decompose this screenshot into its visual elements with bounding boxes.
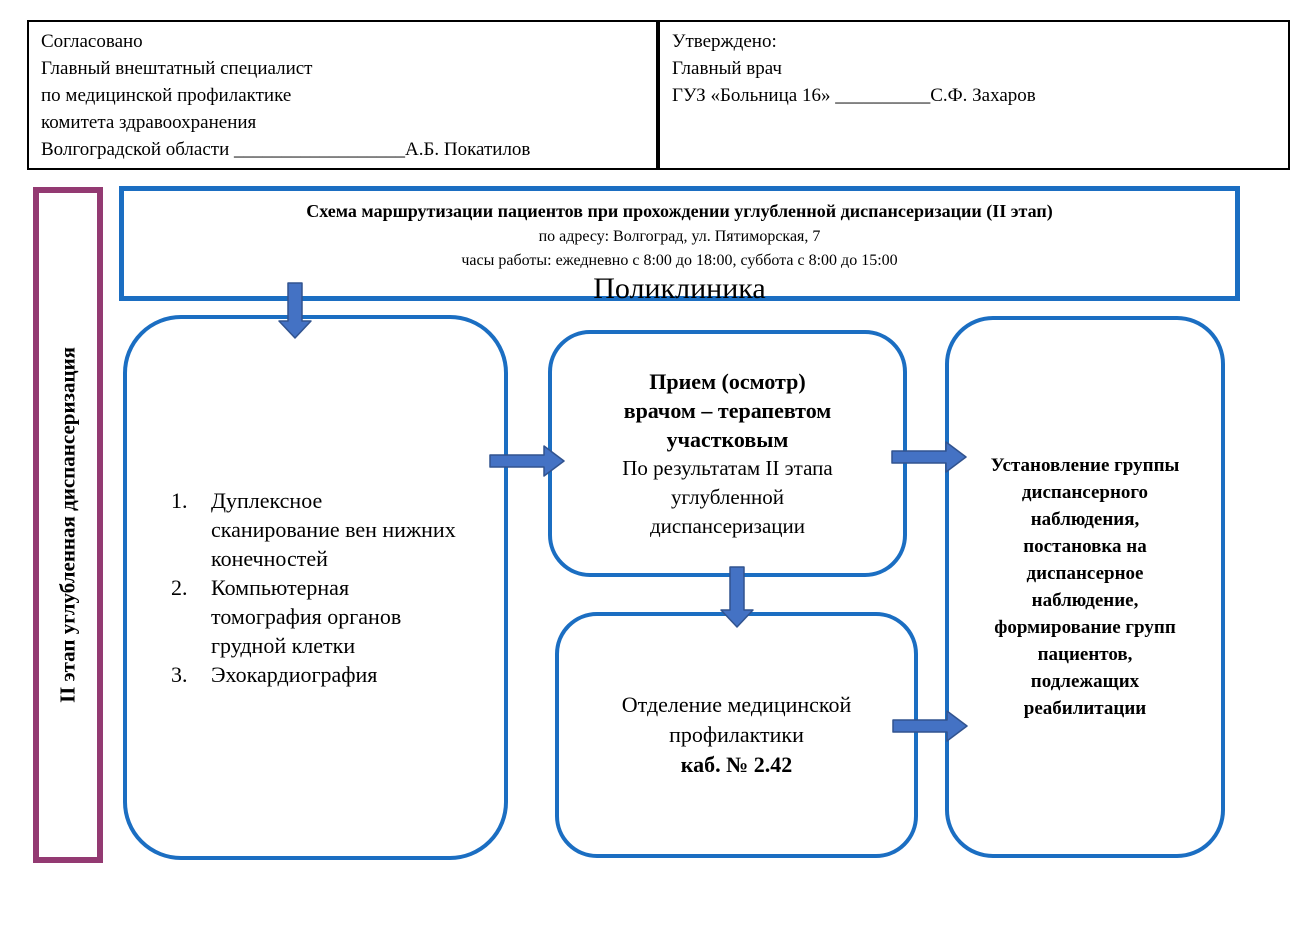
arrow-down-therapist-to-prevention-icon xyxy=(720,566,754,628)
therapist-node xyxy=(548,330,907,577)
therapist-title-line: Прием (осмотр) xyxy=(649,368,806,394)
approval-right-line: Главный врач xyxy=(672,58,782,79)
scheme-title: Схема маршрутизации пациентов при прохождении углубленной диспансеризации (II этап) xyxy=(306,201,1053,221)
prevention-cabinet: каб. № 2.42 xyxy=(680,752,793,777)
outcome-line: наблюдение, xyxy=(1031,590,1139,611)
therapist-subtitle-line: По результатам II этапа xyxy=(622,455,833,480)
prevention-line: профилактики xyxy=(669,722,804,747)
procedure-item: Дуплексное сканирование вен нижних конечностей xyxy=(211,488,456,571)
outcome-line: подлежащих xyxy=(1030,671,1140,692)
outcome-line: диспансерное xyxy=(1026,563,1144,584)
approval-right-line: Утверждено: xyxy=(672,31,777,52)
outcome-line: формирование групп xyxy=(994,617,1176,638)
scheme-address: по адресу: Волгоград, ул. Пятиморская, 7 xyxy=(538,228,821,245)
procedures-node xyxy=(123,315,508,860)
stage-label: II этап углубленная диспансеризация xyxy=(55,346,80,704)
scheme-hours: часы работы: ежедневно с 8:00 до 18:00, суббота с 8:00 до 15:00 xyxy=(461,252,898,269)
arrow-right-prevention-to-outcome-icon xyxy=(892,710,968,742)
outcome-node xyxy=(945,316,1225,858)
arrow-right-procedures-to-therapist-icon xyxy=(489,445,565,477)
outcome-line: реабилитации xyxy=(1023,698,1147,719)
therapist-subtitle-line: углубленной xyxy=(671,484,784,509)
arrow-right-therapist-to-outcome-icon xyxy=(891,441,967,473)
therapist-title-line: участковым xyxy=(666,426,789,452)
procedure-item: Компьютерная томография органов грудной клетки xyxy=(211,575,402,658)
approval-right-signature-line: ГУЗ «Больница 16» __________С.Ф. Захаров xyxy=(672,85,1036,106)
approval-left-signature-line: Волгоградской области __________________А.Б. Покатилов xyxy=(41,139,531,160)
prevention-line: Отделение медицинской xyxy=(621,692,852,717)
approval-left-line: комитета здравоохранения xyxy=(41,112,257,133)
approval-right-box xyxy=(658,20,1290,170)
therapist-subtitle-line: диспансеризации xyxy=(649,513,805,538)
therapist-title-line: врачом – терапевтом xyxy=(623,397,832,423)
outcome-line: наблюдения, xyxy=(1030,509,1140,530)
approval-left-line: по медицинской профилактике xyxy=(41,85,292,106)
arrow-down-polyclinic-to-procedures-icon xyxy=(278,282,312,339)
prevention-node xyxy=(555,612,918,858)
approval-left-box xyxy=(27,20,658,170)
approval-left-line: Главный внештатный специалист xyxy=(41,58,313,79)
approval-left-line: Согласовано xyxy=(41,31,143,52)
outcome-line: пациентов, xyxy=(1037,644,1133,665)
facility-name: Поликлиника xyxy=(593,272,766,305)
procedure-item: Эхокардиография xyxy=(211,662,378,687)
procedures-list xyxy=(171,486,456,689)
stage-label-box xyxy=(33,187,103,863)
outcome-line: постановка на xyxy=(1023,536,1147,557)
outcome-line: диспансерного xyxy=(1021,482,1149,503)
outcome-line: Установление группы xyxy=(990,455,1180,476)
